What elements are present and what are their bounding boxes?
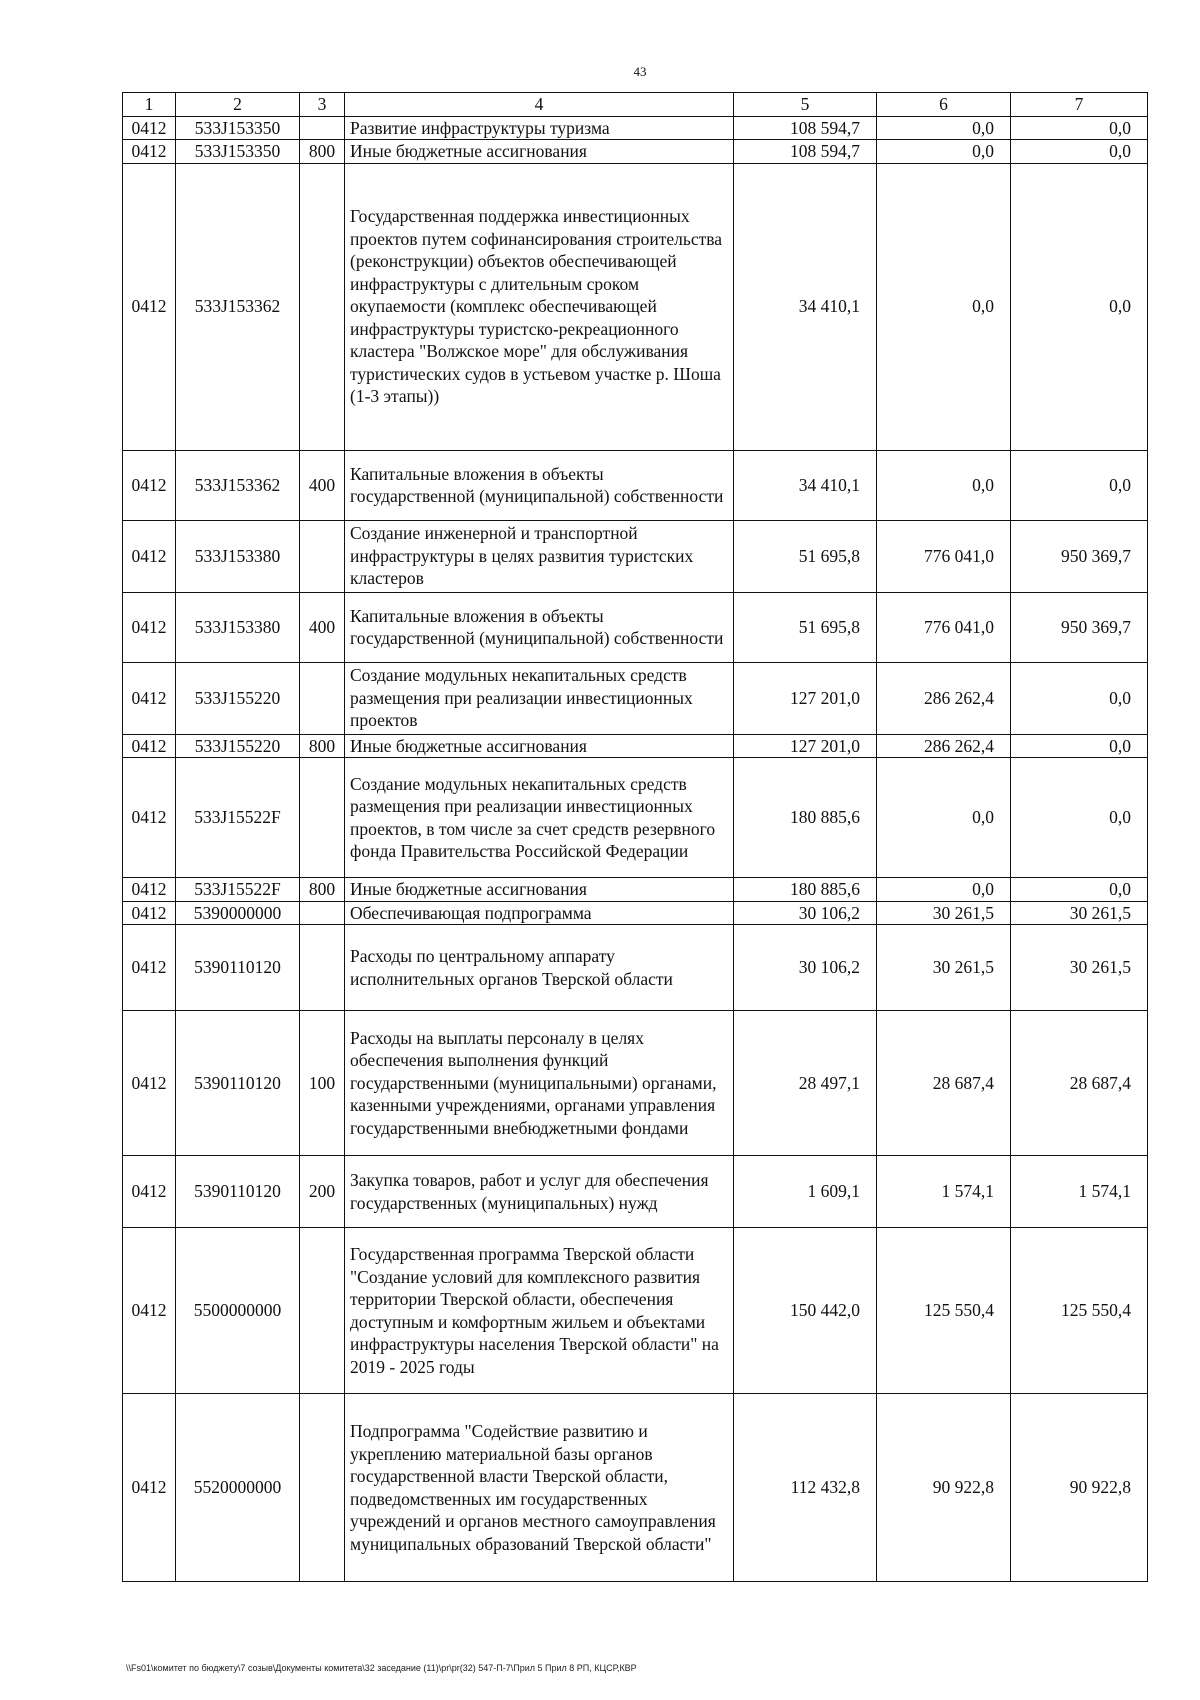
expense-type-code	[300, 758, 345, 878]
amount-col-6: 776 041,0	[877, 592, 1011, 662]
target-code: 5390110120	[176, 925, 300, 1011]
amount-col-7: 950 369,7	[1011, 592, 1148, 662]
target-code: 5390110120	[176, 1156, 300, 1228]
table-row	[123, 450, 1148, 520]
section-code: 0412	[123, 1394, 176, 1582]
amount-col-7: 125 550,4	[1011, 1228, 1148, 1394]
amount-col-6: 286 262,4	[877, 662, 1011, 734]
amount-col-5: 1 609,1	[734, 1156, 877, 1228]
section-code: 0412	[123, 1228, 176, 1394]
expense-type-code	[300, 1228, 345, 1394]
item-name: Иные бюджетные ассигнования	[345, 734, 734, 758]
target-code: 5500000000	[176, 1228, 300, 1394]
amount-col-7: 30 261,5	[1011, 901, 1148, 925]
amount-col-6: 90 922,8	[877, 1394, 1011, 1582]
amount-col-5: 180 885,6	[734, 758, 877, 878]
item-name: Закупка товаров, работ и услуг для обеспечения государственных (муниципальных) нужд	[345, 1156, 734, 1228]
item-name: Капитальные вложения в объекты государственной (муниципальной) собственности	[345, 592, 734, 662]
amount-col-6: 0,0	[877, 758, 1011, 878]
table-row	[123, 520, 1148, 592]
amount-col-5: 51 695,8	[734, 592, 877, 662]
amount-col-6: 28 687,4	[877, 1011, 1011, 1156]
target-code: 533J153350	[176, 116, 300, 140]
section-code: 0412	[123, 520, 176, 592]
item-name: Государственная поддержка инвестиционных проектов путем софинансирования строительства (реконструкции) объектов обеспечивающей инфраструктуры с длительным сроком окупаемости (комплекс обеспечивающей инфраструктуры туристско-рекреационного кластера "Волжское море" для обслуживания туристических судов в устьевом участке р. Шоша (1-3 этапы))	[345, 163, 734, 450]
header-col-1: 1	[123, 93, 176, 117]
amount-col-6: 0,0	[877, 163, 1011, 450]
expense-type-code: 800	[300, 734, 345, 758]
expense-type-code	[300, 163, 345, 450]
table-row	[123, 662, 1148, 734]
expense-type-code: 800	[300, 878, 345, 902]
table-row	[123, 734, 1148, 758]
section-code: 0412	[123, 734, 176, 758]
target-code: 533J153350	[176, 140, 300, 164]
page-number: 43	[633, 64, 647, 79]
header-col-4: 4	[345, 93, 734, 117]
header-col-6: 6	[877, 93, 1011, 117]
amount-col-5: 112 432,8	[734, 1394, 877, 1582]
section-code: 0412	[123, 925, 176, 1011]
expense-type-code: 800	[300, 140, 345, 164]
target-code: 533J153362	[176, 450, 300, 520]
amount-col-6: 30 261,5	[877, 901, 1011, 925]
table-row	[123, 901, 1148, 925]
item-name: Иные бюджетные ассигнования	[345, 140, 734, 164]
expense-type-code	[300, 116, 345, 140]
header-row	[123, 93, 1148, 117]
amount-col-7: 0,0	[1011, 734, 1148, 758]
table-row	[123, 758, 1148, 878]
amount-col-6: 30 261,5	[877, 925, 1011, 1011]
amount-col-5: 34 410,1	[734, 163, 877, 450]
header-col-3: 3	[300, 93, 345, 117]
expense-type-code	[300, 901, 345, 925]
header-col-2: 2	[176, 93, 300, 117]
section-code: 0412	[123, 1011, 176, 1156]
amount-col-7: 30 261,5	[1011, 925, 1148, 1011]
item-name: Создание модульных некапитальных средств размещения при реализации инвестиционных проектов, в том числе за счет средств резервного фонда Правительства Российской Федерации	[345, 758, 734, 878]
section-code: 0412	[123, 163, 176, 450]
table-row	[123, 925, 1148, 1011]
expense-type-code: 400	[300, 450, 345, 520]
table-row	[123, 878, 1148, 902]
budget-table	[122, 92, 1148, 1582]
amount-col-7: 28 687,4	[1011, 1011, 1148, 1156]
table-row	[123, 163, 1148, 450]
target-code: 5520000000	[176, 1394, 300, 1582]
table-row	[123, 1156, 1148, 1228]
item-name: Создание инженерной и транспортной инфраструктуры в целях развития туристских кластеров	[345, 520, 734, 592]
amount-col-6: 1 574,1	[877, 1156, 1011, 1228]
target-code: 533J15522F	[176, 758, 300, 878]
expense-type-code	[300, 662, 345, 734]
target-code: 533J15522F	[176, 878, 300, 902]
table-row	[123, 592, 1148, 662]
table-row	[123, 116, 1148, 140]
expense-type-code	[300, 520, 345, 592]
amount-col-6: 286 262,4	[877, 734, 1011, 758]
section-code: 0412	[123, 140, 176, 164]
amount-col-7: 0,0	[1011, 163, 1148, 450]
amount-col-7: 0,0	[1011, 450, 1148, 520]
amount-col-5: 28 497,1	[734, 1011, 877, 1156]
footer-file-path: \\Fs01\комитет по бюджету\7 созыв\Документы комитета\32 заседание (11)\pr\pr(32) 547-П-7\Прил 5 Прил 8 РП, КЦСР,КВР	[126, 1663, 637, 1673]
amount-col-5: 30 106,2	[734, 901, 877, 925]
amount-col-7: 0,0	[1011, 140, 1148, 164]
table-row	[123, 1011, 1148, 1156]
expense-type-code	[300, 925, 345, 1011]
table-row	[123, 1394, 1148, 1582]
header-col-5: 5	[734, 93, 877, 117]
item-name: Создание модульных некапитальных средств размещения при реализации инвестиционных проектов	[345, 662, 734, 734]
item-name: Обеспечивающая подпрограмма	[345, 901, 734, 925]
item-name: Развитие инфраструктуры туризма	[345, 116, 734, 140]
item-name: Капитальные вложения в объекты государственной (муниципальной) собственности	[345, 450, 734, 520]
expense-type-code: 200	[300, 1156, 345, 1228]
amount-col-5: 150 442,0	[734, 1228, 877, 1394]
amount-col-6: 0,0	[877, 878, 1011, 902]
item-name: Расходы по центральному аппарату исполнительных органов Тверской области	[345, 925, 734, 1011]
amount-col-5: 34 410,1	[734, 450, 877, 520]
item-name: Расходы на выплаты персоналу в целях обеспечения выполнения функций государственными (муниципальными) органами, казенными учреждениями, органами управления государственными внебюджетными фондами	[345, 1011, 734, 1156]
section-code: 0412	[123, 116, 176, 140]
amount-col-6: 0,0	[877, 450, 1011, 520]
amount-col-7: 0,0	[1011, 116, 1148, 140]
target-code: 533J155220	[176, 734, 300, 758]
amount-col-5: 108 594,7	[734, 116, 877, 140]
amount-col-7: 0,0	[1011, 758, 1148, 878]
section-code: 0412	[123, 901, 176, 925]
target-code: 5390110120	[176, 1011, 300, 1156]
item-name: Государственная программа Тверской области "Создание условий для комплексного развития территории Тверской области, обеспечения доступным и комфортным жильем и объектами инфраструктуры населения Тверской области" на 2019 - 2025 годы	[345, 1228, 734, 1394]
amount-col-5: 127 201,0	[734, 662, 877, 734]
amount-col-6: 776 041,0	[877, 520, 1011, 592]
amount-col-7: 0,0	[1011, 878, 1148, 902]
section-code: 0412	[123, 592, 176, 662]
amount-col-7: 1 574,1	[1011, 1156, 1148, 1228]
target-code: 533J153380	[176, 592, 300, 662]
item-name: Подпрограмма "Содействие развитию и укреплению материальной базы органов государственной власти Тверской области, подведомственных им государственных учреждений и органов местного самоуправления муниципальных образований Тверской области"	[345, 1394, 734, 1582]
item-name: Иные бюджетные ассигнования	[345, 878, 734, 902]
amount-col-7: 90 922,8	[1011, 1394, 1148, 1582]
section-code: 0412	[123, 878, 176, 902]
section-code: 0412	[123, 758, 176, 878]
expense-type-code: 100	[300, 1011, 345, 1156]
target-code: 5390000000	[176, 901, 300, 925]
expense-type-code	[300, 1394, 345, 1582]
target-code: 533J153362	[176, 163, 300, 450]
amount-col-5: 30 106,2	[734, 925, 877, 1011]
amount-col-6: 125 550,4	[877, 1228, 1011, 1394]
amount-col-7: 950 369,7	[1011, 520, 1148, 592]
amount-col-5: 127 201,0	[734, 734, 877, 758]
section-code: 0412	[123, 662, 176, 734]
amount-col-5: 51 695,8	[734, 520, 877, 592]
target-code: 533J153380	[176, 520, 300, 592]
section-code: 0412	[123, 450, 176, 520]
amount-col-7: 0,0	[1011, 662, 1148, 734]
expense-type-code: 400	[300, 592, 345, 662]
amount-col-5: 108 594,7	[734, 140, 877, 164]
amount-col-5: 180 885,6	[734, 878, 877, 902]
table-row	[123, 140, 1148, 164]
section-code: 0412	[123, 1156, 176, 1228]
amount-col-6: 0,0	[877, 140, 1011, 164]
header-col-7: 7	[1011, 93, 1148, 117]
table-row	[123, 1228, 1148, 1394]
target-code: 533J155220	[176, 662, 300, 734]
amount-col-6: 0,0	[877, 116, 1011, 140]
